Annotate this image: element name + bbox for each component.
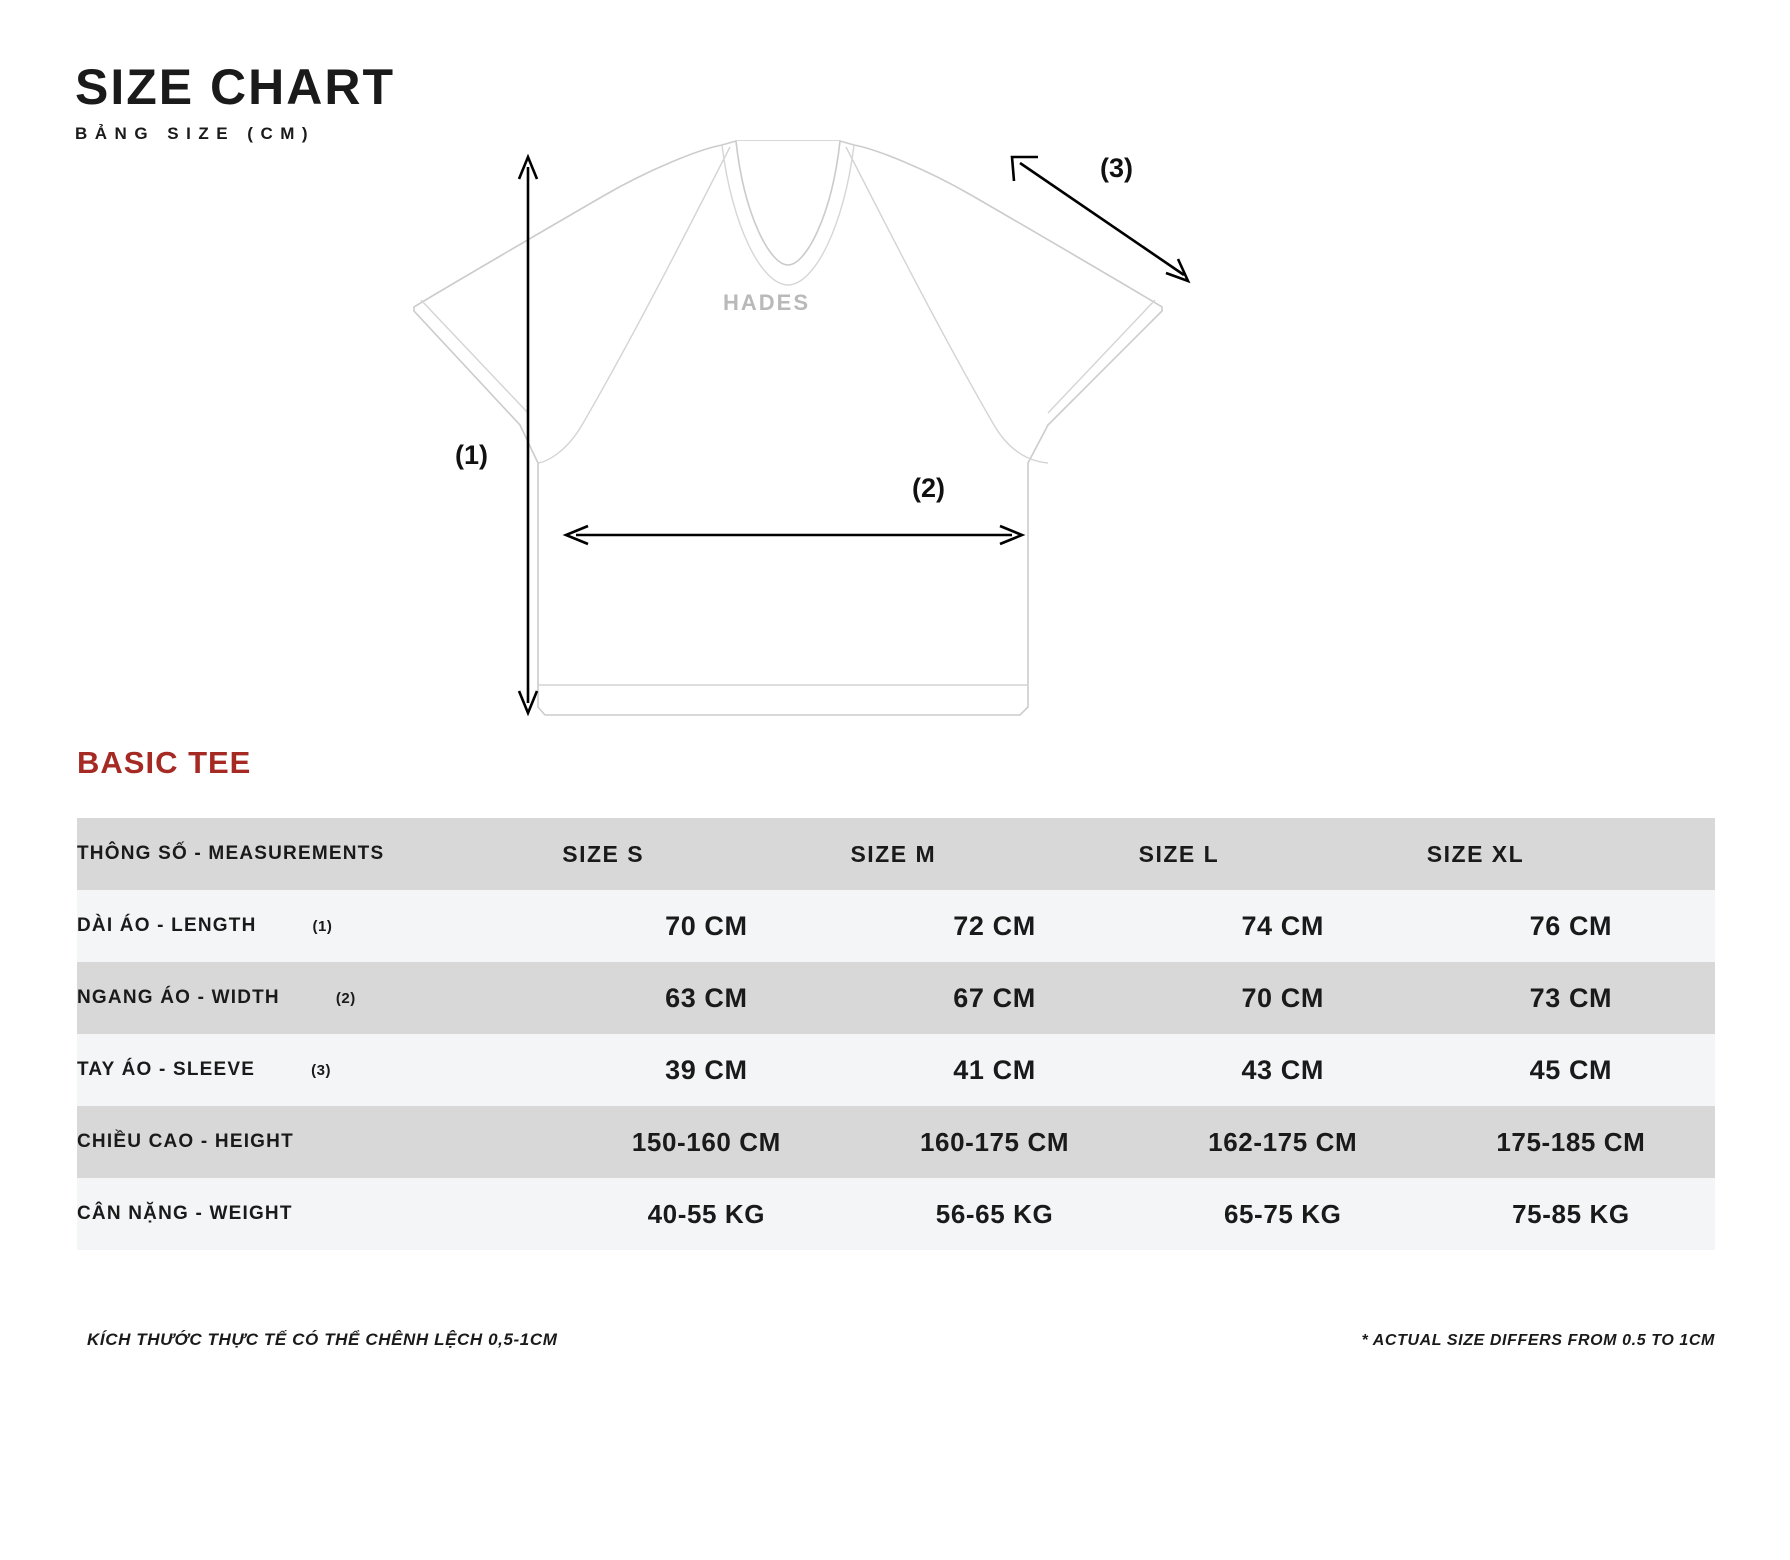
column-header-size-xl: SIZE XL — [1426, 840, 1525, 867]
row-label-text: DÀI ÁO - LENGTH — [77, 915, 257, 936]
row-label-length — [77, 890, 562, 962]
callout-sleeve: (3) — [1100, 153, 1133, 183]
row-ref: (3) — [311, 1062, 331, 1079]
product-name: BASIC TEE — [77, 745, 252, 780]
garment-illustration — [400, 95, 1230, 735]
row-label-height — [77, 1106, 562, 1178]
column-header-size-l: SIZE L — [1138, 840, 1220, 867]
cell-height-m: 160-175 CM — [920, 1126, 1070, 1157]
cell-weight-m: 56-65 KG — [935, 1198, 1054, 1229]
row-label-weight — [77, 1178, 562, 1250]
cell-sleeve-xl: 45 CM — [1529, 1054, 1613, 1085]
row-label-sleeve — [77, 1034, 562, 1106]
tshirt-outline-icon — [400, 95, 1230, 735]
page-header — [75, 59, 395, 144]
row-label-text: TAY ÁO - SLEEVE — [77, 1059, 256, 1080]
brand-mark: HADES — [723, 290, 811, 315]
row-label-text: NGANG ÁO - WIDTH — [77, 987, 280, 1008]
cell-weight-s: 40-55 KG — [647, 1198, 766, 1229]
table-row — [77, 890, 1715, 962]
cell-length-m: 72 CM — [953, 910, 1036, 941]
row-ref: (1) — [312, 918, 333, 935]
cell-height-l: 162-175 CM — [1208, 1126, 1358, 1157]
column-header-size-s: SIZE S — [562, 840, 645, 867]
table-row — [77, 1106, 1715, 1178]
note-vietnamese: KÍCH THƯỚC THỰC TẾ CÓ THỂ CHÊNH LỆCH 0,5-1CM — [87, 1330, 558, 1349]
column-header-size-m: SIZE M — [850, 840, 937, 867]
row-ref: (2) — [335, 990, 356, 1007]
cell-length-l: 74 CM — [1241, 910, 1324, 941]
cell-height-s: 150-160 CM — [631, 1126, 781, 1157]
cell-sleeve-l: 43 CM — [1241, 1054, 1324, 1085]
row-label-text: CHIỀU CAO - HEIGHT — [77, 1131, 294, 1152]
callout-length: (1) — [455, 440, 488, 470]
size-table — [77, 818, 1715, 1250]
cell-width-s: 63 CM — [665, 982, 748, 1013]
row-label-text: CÂN NẶNG - WEIGHT — [77, 1203, 293, 1224]
table-row — [77, 962, 1715, 1034]
cell-height-xl: 175-185 CM — [1496, 1126, 1646, 1157]
cell-width-xl: 73 CM — [1529, 982, 1613, 1013]
row-label-width — [77, 962, 562, 1034]
note-english: * ACTUAL SIZE DIFFERS FROM 0.5 TO 1CM — [1361, 1332, 1715, 1349]
callout-width: (2) — [912, 473, 945, 503]
page-title: SIZE CHART — [75, 59, 395, 115]
cell-width-l: 70 CM — [1241, 982, 1324, 1013]
cell-sleeve-m: 41 CM — [953, 1054, 1036, 1085]
cell-width-m: 67 CM — [953, 982, 1036, 1013]
cell-length-s: 70 CM — [665, 910, 748, 941]
cell-sleeve-s: 39 CM — [665, 1054, 748, 1085]
table-row — [77, 1034, 1715, 1106]
table-row — [77, 1178, 1715, 1250]
cell-weight-l: 65-75 KG — [1223, 1198, 1342, 1229]
page-subtitle: BẢNG SIZE (CM) — [75, 124, 316, 143]
column-header-measurements: THÔNG SỐ - MEASUREMENTS — [77, 843, 385, 864]
size-table-wrapper — [77, 818, 1715, 1250]
cell-weight-xl: 75-85 KG — [1512, 1198, 1630, 1229]
cell-length-xl: 76 CM — [1529, 910, 1613, 941]
table-header-row — [77, 818, 1715, 890]
